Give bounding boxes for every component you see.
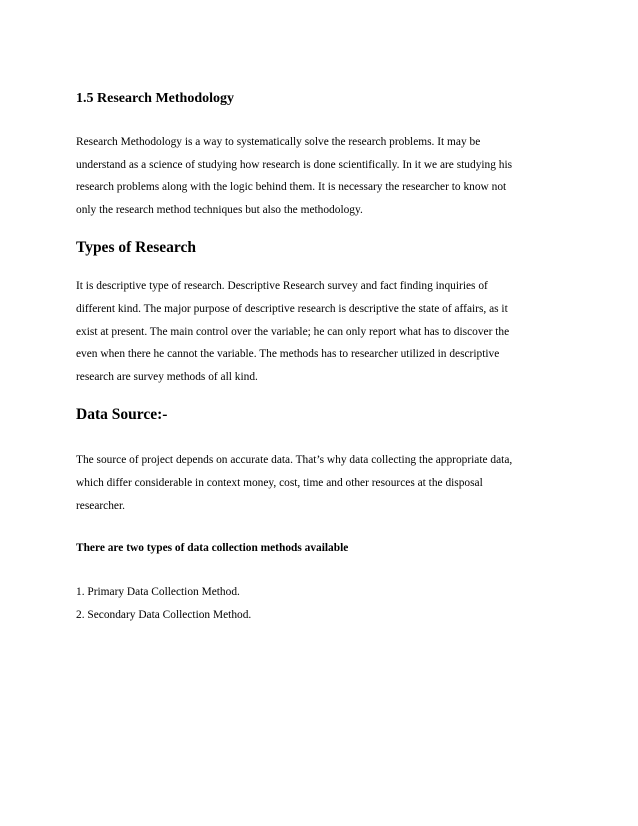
list-item: 1. Primary Data Collection Method. xyxy=(76,586,240,599)
paragraph-line: only the research method techniques but also the methodology. xyxy=(76,203,363,216)
paragraph-line: Research Methodology is a way to systematically solve the research problems. It may be xyxy=(76,136,481,148)
research-methodology-paragraph xyxy=(76,131,562,221)
data-collection-methods-list xyxy=(76,581,562,626)
paragraph-line: understand as a science of studying how research is done scientifically. In it we are studying his xyxy=(76,158,513,171)
document-body xyxy=(76,90,562,626)
paragraph-line: which differ considerable in context money, cost, time and other resources at the disposal xyxy=(76,476,483,489)
paragraph-line: research problems along with the logic behind them. It is necessary the researcher to know not xyxy=(76,181,507,194)
paragraph-line: even when there he cannot the variable. The methods has to researcher utilized in descriptive xyxy=(76,348,500,361)
section-heading-research-methodology: 1.5 Research Methodology xyxy=(76,91,234,106)
paragraph-line: The source of project depends on accurate data. That’s why data collecting the appropriate data, xyxy=(76,454,513,467)
paragraph-line: different kind. The major purpose of descriptive research is descriptive the state of affairs, as it xyxy=(76,302,508,315)
data-collection-methods-heading: There are two types of data collection methods available xyxy=(76,542,349,555)
section-heading-types-of-research: Types of Research xyxy=(76,239,196,257)
types-of-research-paragraph xyxy=(76,275,562,388)
list-item: 2. Secondary Data Collection Method. xyxy=(76,608,252,621)
data-source-paragraph xyxy=(76,449,562,517)
paragraph-line: research are survey methods of all kind. xyxy=(76,370,258,383)
paragraph-line: researcher. xyxy=(76,499,126,512)
section-heading-data-source: Data Source:- xyxy=(76,406,168,424)
paragraph-line: It is descriptive type of research. Descriptive Research survey and fact finding inquiries of xyxy=(76,280,488,293)
paragraph-line: exist at present. The main control over the variable; he can only report what has to discover the xyxy=(76,325,510,338)
